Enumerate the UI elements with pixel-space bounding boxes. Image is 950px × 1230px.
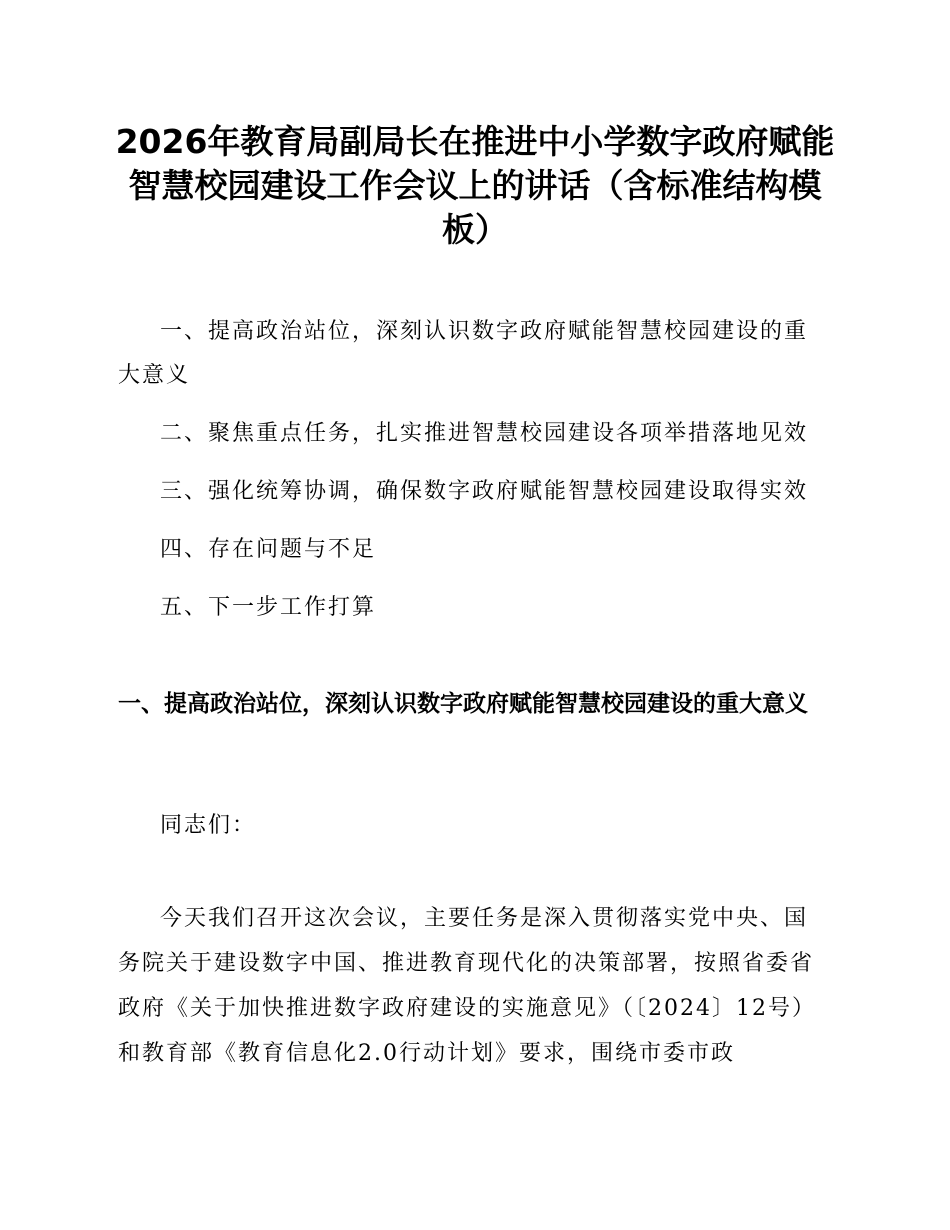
salutation: 同志们： (160, 813, 257, 838)
toc-item: 三、强化统筹协调，确保数字政府赋能智慧校园建设取得实效 (160, 479, 809, 504)
toc-item: 四、存在问题与不足 (160, 537, 377, 562)
table-of-contents (118, 310, 828, 644)
toc-item: 二、聚焦重点任务，扎实推进智慧校园建设各项举措落地见效 (160, 421, 809, 446)
body-paragraph: 今天我们召开这次会议，主要任务是深入贯彻落实党中央、国务院关于建设数字中国、推进教育现代化的决策部署，按照省委省政府《关于加快推进数字政府建设的实施意见》（〔2024〕12号）和教育部《教育信息化2.0行动计划》要求，围绕市委市政 (118, 906, 816, 1066)
section-heading: 一、提高政治站位，深刻认识数字政府赋能智慧校园建设的重大意义 (118, 691, 808, 717)
toc-item: 五、下一步工作打算 (160, 595, 377, 620)
toc-item: 一、提高政治站位，深刻认识数字政府赋能智慧校园建设的重大意义 (118, 319, 809, 388)
document-title: 2026年教育局副局长在推进中小学数字政府赋能智慧校园建设工作会议上的讲话（含标准结构模板） (115, 122, 835, 249)
